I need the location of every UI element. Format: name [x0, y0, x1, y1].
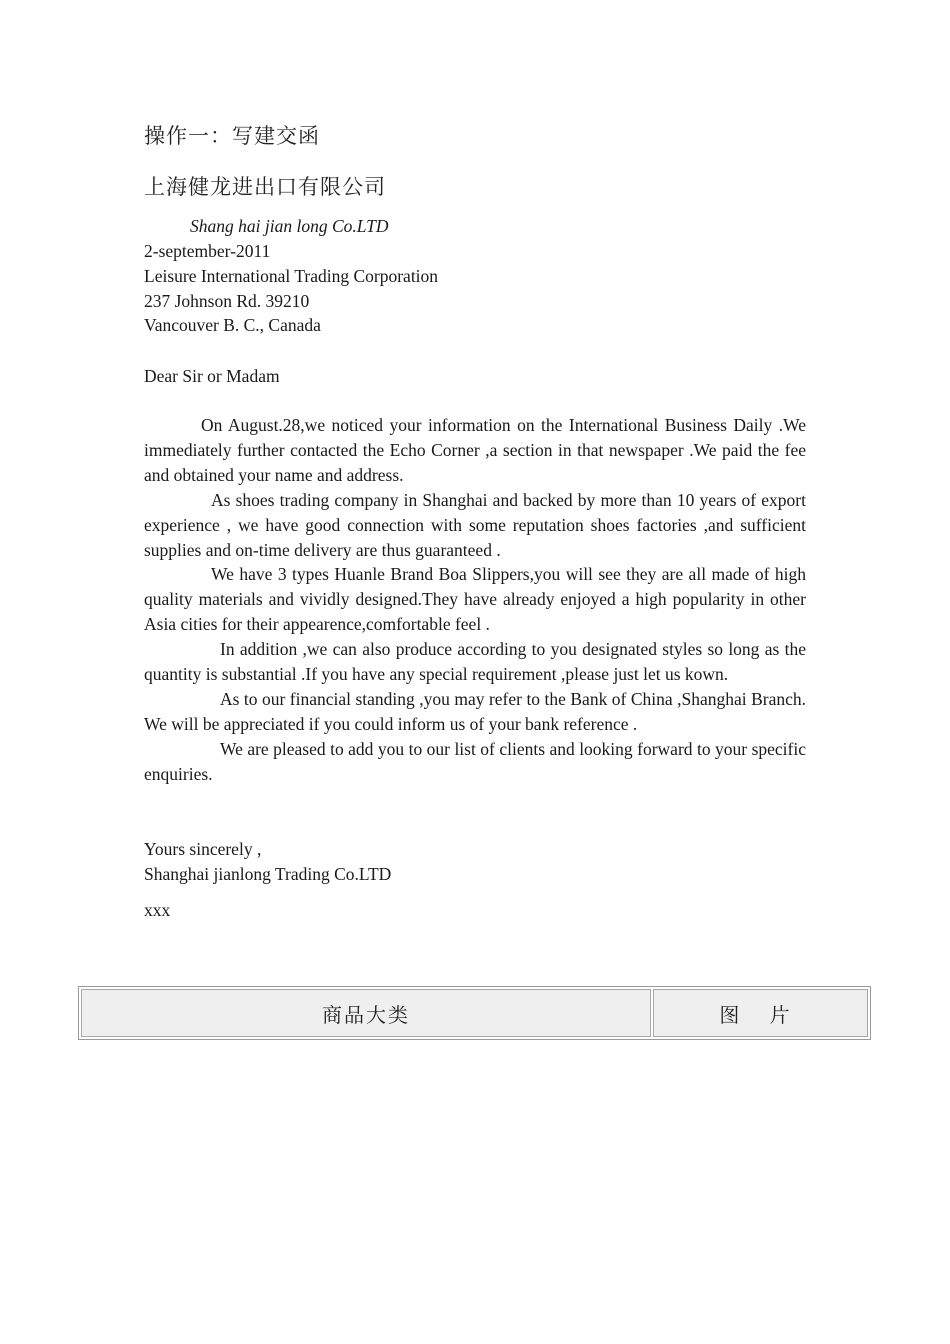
- header-cell-category: 商品大类: [81, 989, 651, 1037]
- signer-company: Shanghai jianlong Trading Co.LTD: [144, 864, 392, 884]
- header-cell-picture: 图 片: [653, 989, 868, 1037]
- signer-initials: xxx: [144, 900, 171, 920]
- recipient-name: Leisure International Trading Corporation: [144, 266, 439, 286]
- table-header-row: [81, 989, 868, 1037]
- recipient-address-line1: 237 Johnson Rd. 39210: [144, 291, 310, 311]
- body-paragraph: We are pleased to add you to our list of clients and looking forward to your specific enquiries.: [144, 738, 806, 784]
- company-name-chinese: 上海健龙进出口有限公司: [144, 175, 386, 199]
- letter-date: 2-september-2011: [144, 241, 271, 261]
- sender-name: Shang hai jian long Co.LTD: [190, 216, 389, 236]
- letter-body: [144, 413, 806, 787]
- body-paragraph: We have 3 types Huanle Brand Boa Slippers,you will see they are all made of high quality materials and vividly designed.They have already enjoyed a high popularity in other Asia cities for their appearence,comfortable feel .: [144, 564, 806, 635]
- operation-heading: 操作一：写建交函: [144, 124, 320, 148]
- product-table: [78, 986, 871, 1040]
- closing: Yours sincerely ,: [144, 839, 262, 859]
- recipient-address-line2: Vancouver B. C., Canada: [144, 315, 321, 335]
- body-paragraph: On August.28,we noticed your information on the International Business Daily .We immediately further contacted the Echo Corner ,a section in that newspaper .We paid the fee and obtained your name and address.: [144, 415, 806, 485]
- body-paragraph: As shoes trading company in Shanghai and backed by more than 10 years of export experience , we have good connection with some reputation shoes factories ,and sufficient supplies and on-time delivery are thus guaranteed .: [144, 489, 806, 560]
- body-paragraph: As to our financial standing ,you may refer to the Bank of China ,Shanghai Branch. We will be appreciated if you could inform us of your bank reference .: [144, 688, 806, 734]
- body-paragraph: In addition ,we can also produce according to you designated styles so long as the quantity is substantial .If you have any special requirement ,please just let us kown.: [144, 639, 806, 685]
- salutation: Dear Sir or Madam: [144, 366, 280, 386]
